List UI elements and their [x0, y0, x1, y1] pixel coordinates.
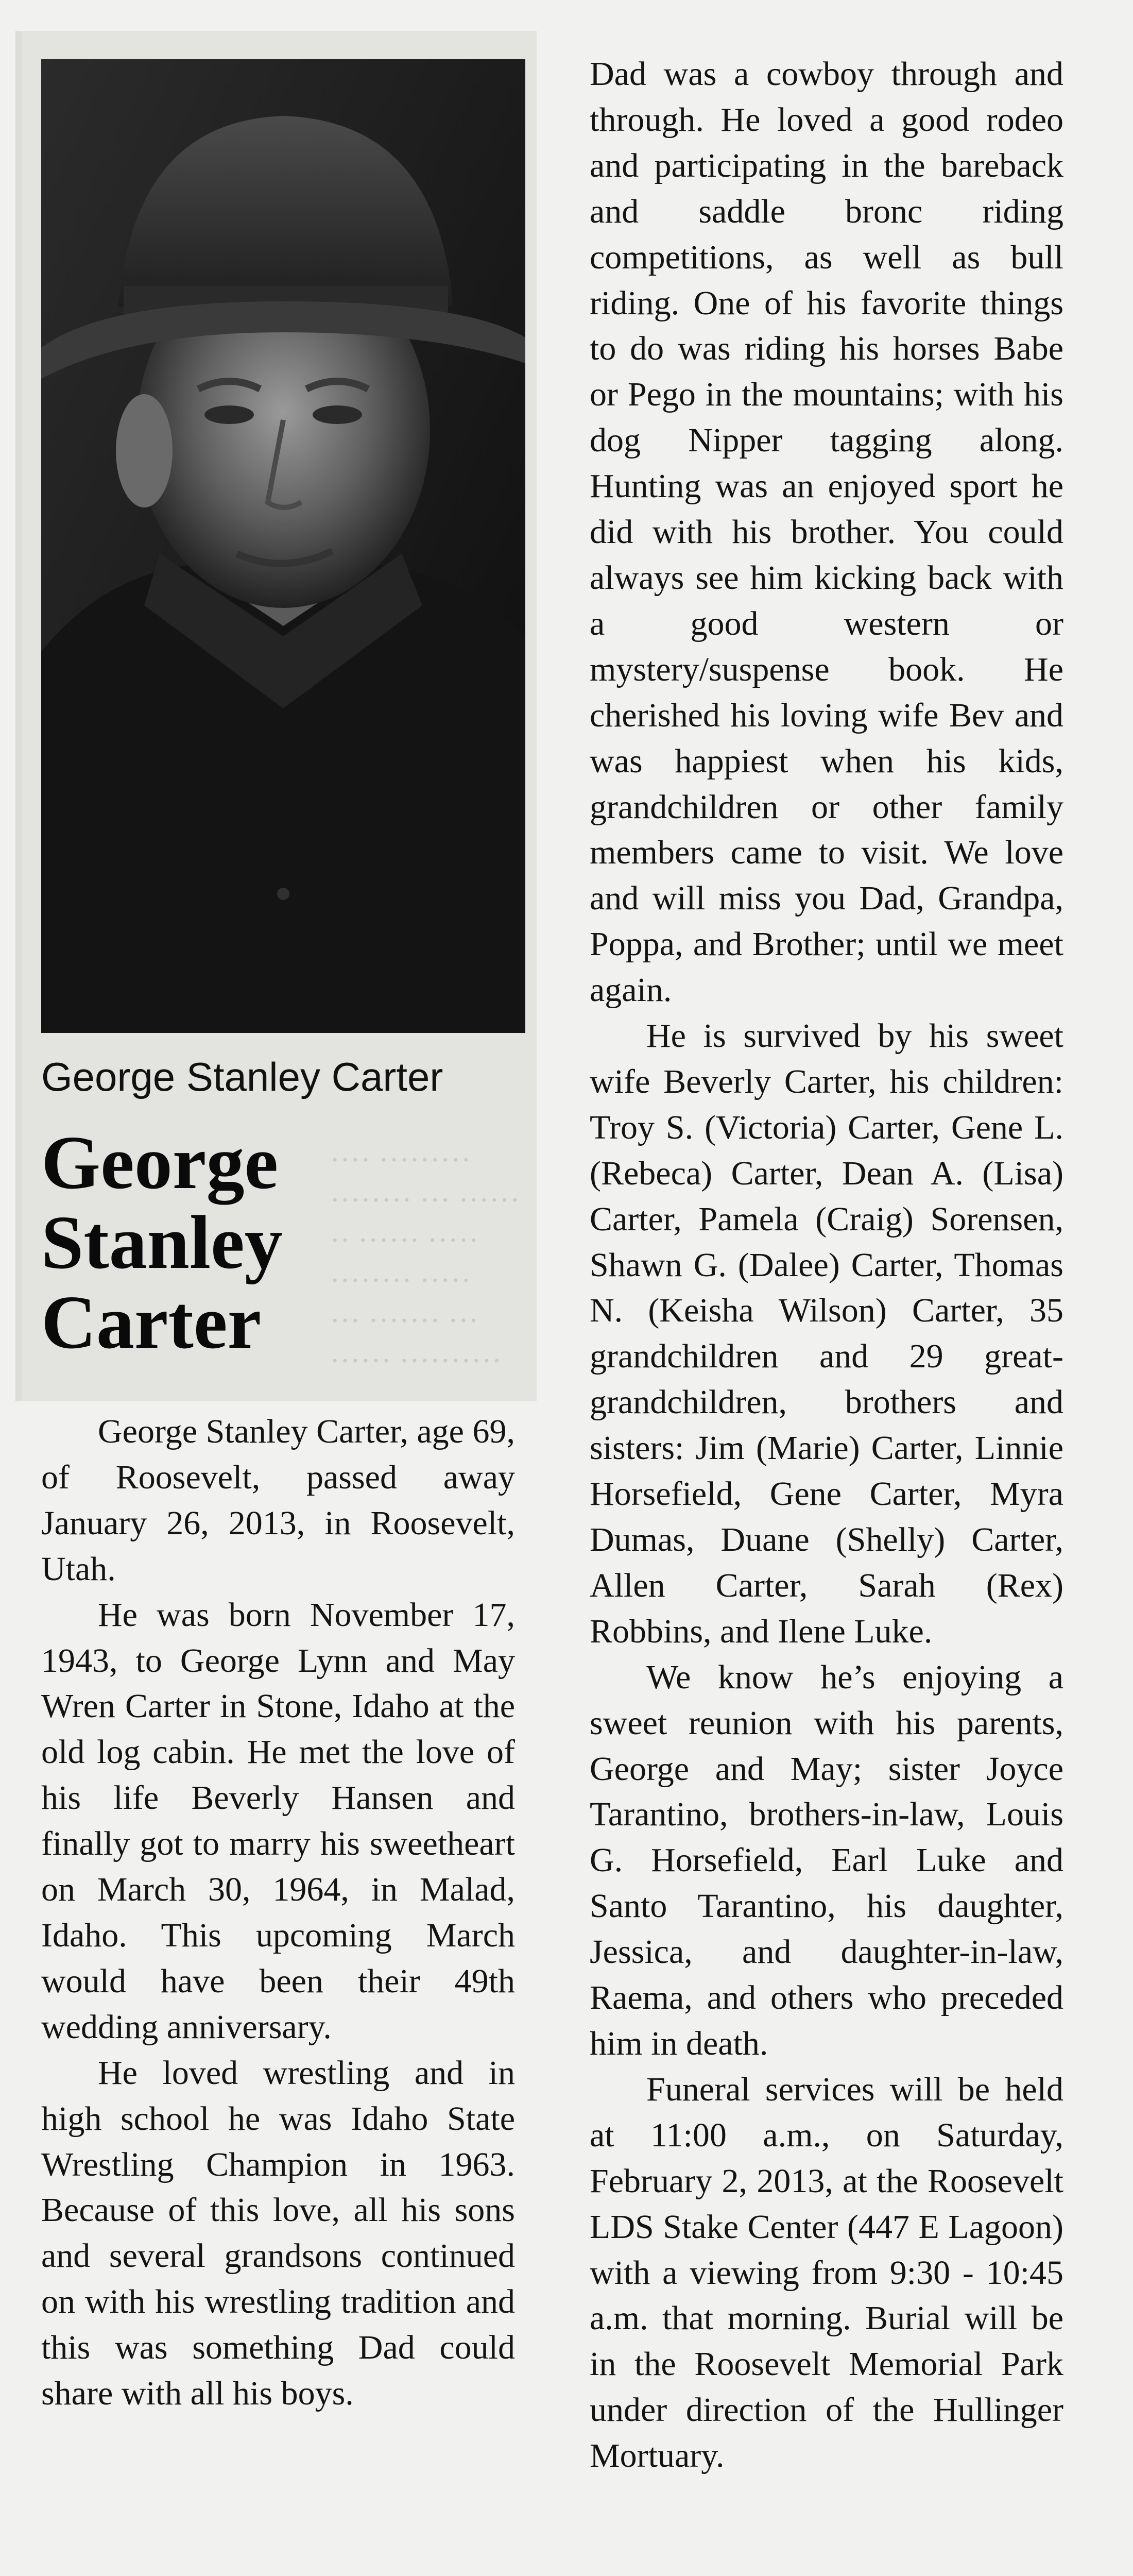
portrait-photo — [41, 59, 525, 1033]
paragraph: We know he’s enjoying a sweet reunion with his parents, George and May; sister Joyce Tarantino, brothers-in-law, Louis G. Horsefield, Earl Luke and Santo Tarantino, his daughter, Jessica, and daughter-in-law, Raema, and others who preceded him in death. — [590, 1658, 1063, 2062]
portrait-image — [41, 59, 525, 1033]
headline — [41, 1123, 319, 1363]
headline-line: Carter — [41, 1280, 262, 1365]
paragraph: He loved wrestling and in high school he was Idaho State Wrestling Champion in 1963. Because of this love, all his sons and several grandsons continued on with his wrestling tradition and this was something Dad could share with all his boys. — [41, 2054, 515, 2413]
photo-caption: George Stanley Carter — [41, 1054, 443, 1099]
left-column — [41, 1409, 515, 2417]
paragraph: He was born November 17, 1943, to George Lynn and May Wren Carter in Stone, Idaho at the old log cabin. He met the love of his life Beverly Hansen and finally got to marry his sweetheart on March 30, 1964, in Malad, Idaho. This upcoming March would have been their 49th wedding anniversary. — [41, 1596, 515, 2046]
right-column — [590, 52, 1063, 2479]
headline-line: Stanley — [41, 1200, 283, 1285]
bleed-through-text: ······ ·········· ··· ······· ··· ········ ····· ·· ······ ····· ········ ··· ······ ···· ········· — [330, 1143, 520, 1378]
paragraph: George Stanley Carter, age 69, of Roosevelt, passed away January 26, 2013, in Roosevelt, Utah. — [41, 1413, 515, 1588]
headline-line: George — [41, 1121, 279, 1205]
paragraph: Dad was a cowboy through and through. He loved a good rodeo and participating in the bareback and saddle bronc riding competitions, as well as bull riding. One of his favorite things to do was riding his horses Babe or Pego in the mountains; with his dog Nipper tagging along. Hunting was an enjoyed sport he did with his brother. You could always see him kicking back with a good western or mystery/suspense book. He cherished his loving wife Bev and was happiest when his kids, grandchildren or other family members came to visit. We love and will miss you Dad, Grandpa, Poppa, and Brother; until we meet again. — [590, 55, 1063, 1009]
paragraph: Funeral services will be held at 11:00 a.m., on Saturday, February 2, 2013, at the Roosevelt LDS Stake Center (447 E Lagoon) with a viewing from 9:30 - 10:45 a.m. that morning. Burial will be in the Roosevelt Memorial Park under direction of the Hullinger Mortuary. — [590, 2070, 1063, 2475]
paragraph: He is survived by his sweet wife Beverly Carter, his children: Troy S. (Victoria) Carter, Gene L. (Rebeca) Carter, Dean A. (Lisa) Carter, Pamela (Craig) Sorensen, Shawn G. (Dalee) Carter, Thomas N. (Keisha Wilson) Carter, 35 grandchildren and 29 great-grandchildren, brothers and sisters: Jim (Marie) Carter, Linnie Horsefield, Gene Carter, Myra Dumas, Duane (Shelly) Carter, Allen Carter, Sarah (Rex) Robbins, and Ilene Luke. — [590, 1017, 1063, 1650]
